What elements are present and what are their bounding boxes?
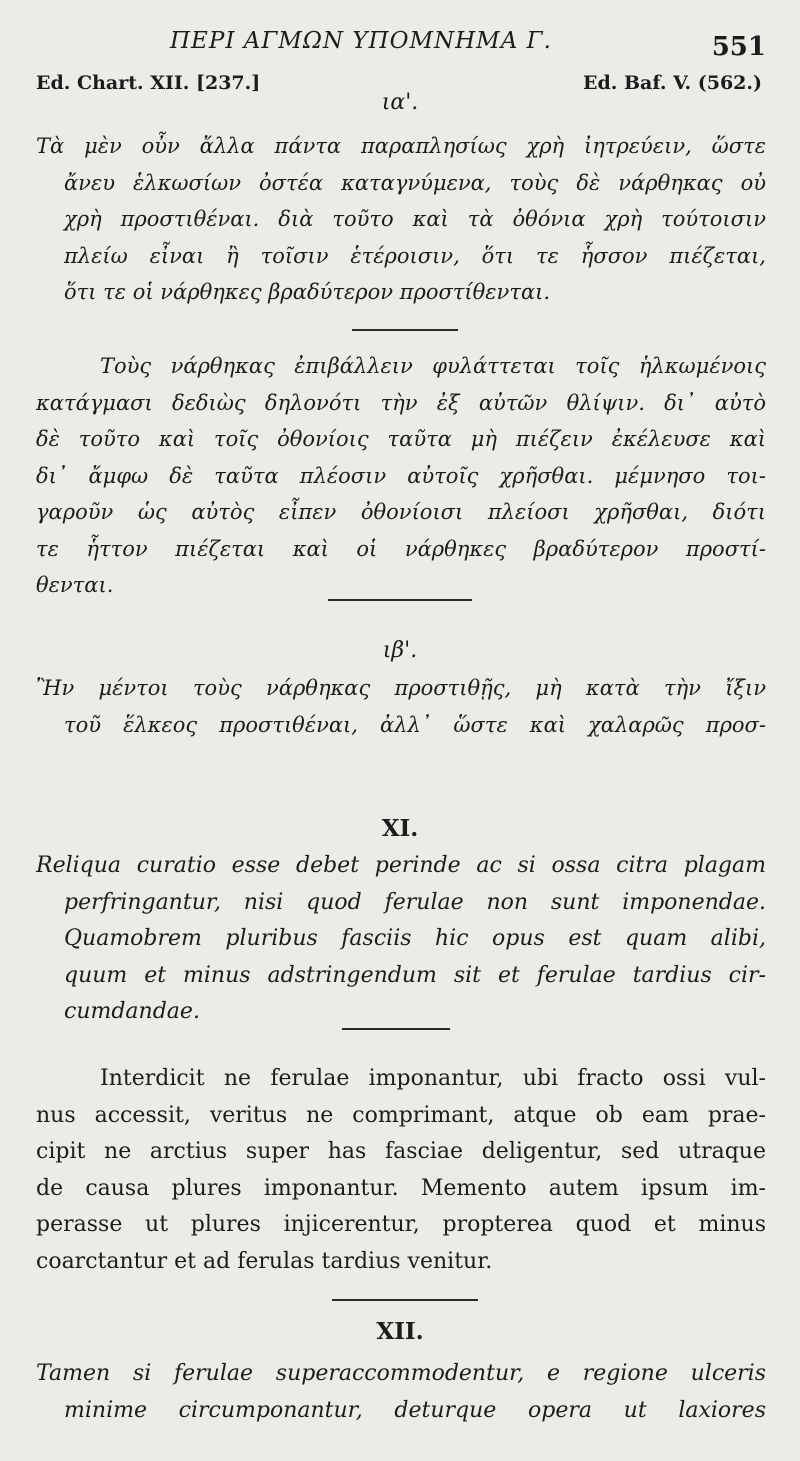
text-line: perfringantur, nisi quod ferulae non sunt imponendae. — [64, 889, 766, 915]
running-title: ΠΕΡΙ ΑΓΜΩΝ ΥΠΟΜΝΗΜΑ Γ. — [170, 28, 552, 54]
text-line: de causa plures imponantur. Memento autem ipsum im- — [36, 1175, 766, 1201]
latin-commentary-xi — [36, 1061, 766, 1280]
text-line: Tamen si ferulae superaccommodentur, e regione ulceris — [36, 1361, 766, 1386]
text-line: ἄνευ ἑλκωσίων ὀστέα καταγνύμενα, τοὺς δὲ νάρθηκας οὐ — [64, 170, 766, 195]
text-line: ὅτι τε οἱ νάρθηκες βραδύτερον προστίθενται. — [64, 280, 551, 304]
text-line: γαροῦν ὡς αὐτὸς εἶπεν ὀθονίοισι πλείοσι χρῆσθαι, διότι — [36, 500, 766, 524]
section-divider — [352, 329, 458, 331]
greek-text-12 — [36, 670, 766, 743]
text-line: cipit ne arctius super has fasciae deligentur, sed utraque — [36, 1139, 766, 1164]
section-divider — [342, 1028, 450, 1030]
latin-section-xii-label: XII. — [376, 1318, 424, 1345]
running-header — [0, 26, 800, 60]
text-line: τε ἧττον πιέζεται καὶ οἱ νάρθηκες βραδύτερον προστί- — [36, 536, 766, 561]
text-line: κατάγμασι δεδιὼς δηλονότι τὴν ἐξ αὐτῶν θλίψιν. δι᾽ αὐτὸ — [36, 390, 766, 415]
greek-section-11-label: ια'. — [381, 90, 419, 115]
text-line: Interdicit ne ferulae imponantur, ubi fracto ossi vul- — [100, 1066, 766, 1091]
text-line: δι᾽ ἄμφω δὲ ταῦτα πλέοσιν αὐτοῖς χρῆσθαι. μέμνησο τοι- — [36, 463, 766, 488]
text-line: τοῦ ἕλκεος προστιθέναι, ἀλλ᾽ ὥστε καὶ χαλαρῶς προσ- — [64, 712, 766, 737]
text-line: Τοὺς νάρθηκας ἐπιβάλλειν φυλάττεται τοῖς ἡλκωμένοις — [100, 354, 766, 378]
page-number: 551 — [711, 32, 766, 62]
text-line: quum et minus adstringendum sit et ferulae tardius cir- — [64, 962, 766, 988]
edition-reference-right: Ed. Baf. V. (562.) — [583, 72, 762, 94]
text-line: Τὰ μὲν οὖν ἄλλα πάντα παραπλησίως χρὴ ἰητρεύειν, ὥστε — [36, 134, 766, 158]
latin-text-xii — [36, 1356, 766, 1429]
text-line: minime circumponantur, deturque opera ut laxiores — [64, 1397, 766, 1423]
latin-section-xi-label: XI. — [381, 815, 419, 842]
text-line: perasse ut plures injicerentur, propterea quod et minus — [36, 1212, 766, 1237]
greek-section-12-label: ιβ'. — [382, 638, 418, 663]
text-line: nus accessit, veritus ne comprimant, atque ob eam prae- — [36, 1102, 766, 1128]
text-line: coarctantur et ad ferulas tardius venitur. — [36, 1248, 493, 1274]
latin-text-xi — [36, 848, 766, 1031]
greek-text-11 — [36, 128, 766, 311]
text-line: Quamobrem pluribus fasciis hic opus est quam alibi, — [64, 926, 766, 951]
text-line: χρὴ προστιθέναι. διὰ τοῦτο καὶ τὰ ὀθόνια χρὴ τούτοισιν — [64, 207, 766, 231]
greek-commentary-11 — [36, 348, 766, 604]
section-divider — [332, 1299, 478, 1301]
text-line: πλείω εἶναι ἢ τοῖσιν ἑτέροισιν, ὅτι τε ἧσσον πιέζεται, — [64, 243, 766, 268]
section-divider — [328, 599, 472, 601]
text-line: Ἢν μέντοι τοὺς νάρθηκας προστιθῇς, μὴ κατὰ τὴν ἴξιν — [36, 676, 766, 700]
edition-reference-left: Ed. Chart. XII. [237.] — [36, 72, 261, 94]
text-line: δὲ τοῦτο καὶ τοῖς ὀθονίοις ταῦτα μὴ πιέζειν ἐκέλευσε καὶ — [36, 427, 766, 451]
text-line: cumdandae. — [64, 999, 200, 1024]
text-line: Reliqua curatio esse debet perinde ac si ossa citra plagam — [36, 853, 766, 878]
text-line: θενται. — [36, 573, 114, 597]
